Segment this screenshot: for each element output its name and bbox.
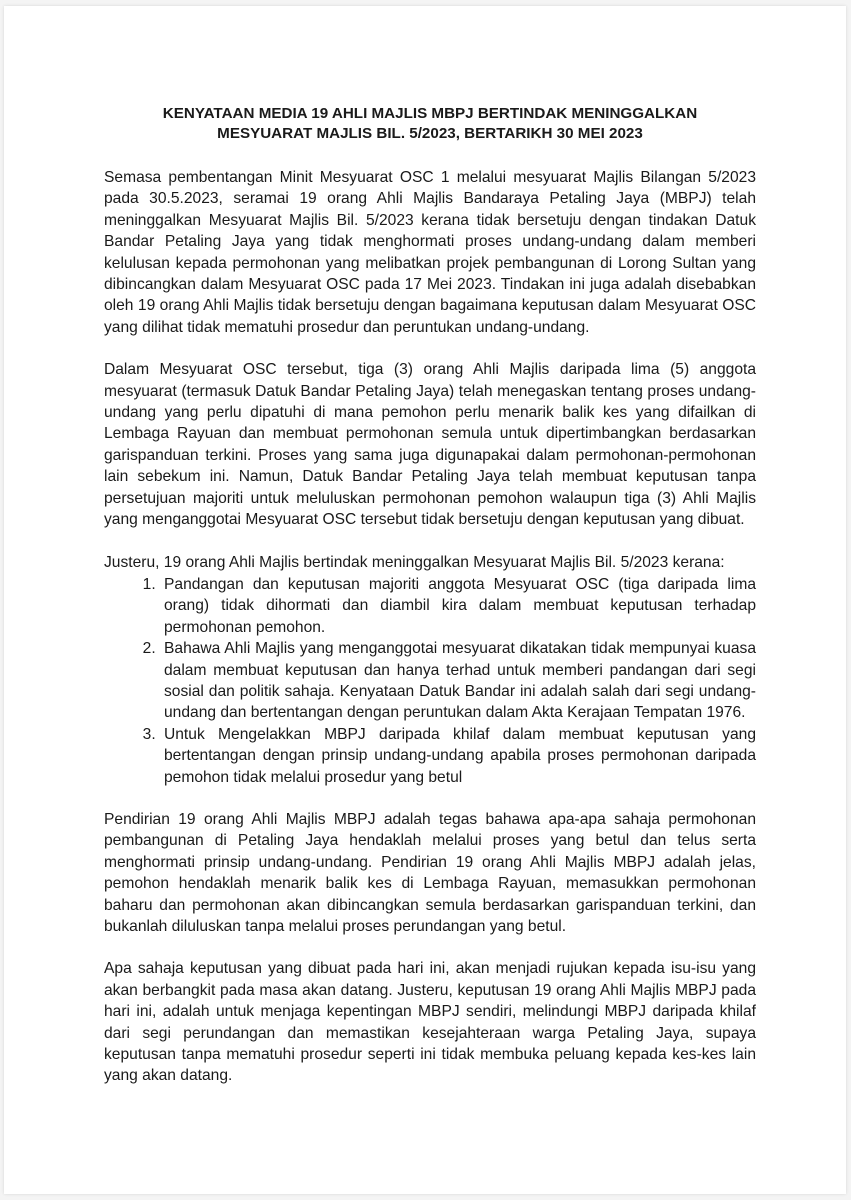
list-item: 2. Bahawa Ahli Majlis yang menganggotai mesyuarat dikatakan tidak mempunyai kuasa dalam membuat keputusan dan hanya terhad untuk memberi pandangan dari segi sosial dan politik sahaja. Kenyataan Datuk Bandar ini adalah salah dari segi undang-undang dan bertentangan dengan peruntukan dalam Akta Kerajaan Tempatan 1976. bbox=[160, 638, 756, 724]
document-title bbox=[104, 104, 756, 143]
paragraph-osc-meeting: Dalam Mesyuarat OSC tersebut, tiga (3) orang Ahli Majlis daripada lima (5) anggota mesyuarat (termasuk Datuk Bandar Petaling Jaya) telah menegaskan tentang proses undang-undang yang perlu dipatuhi di mana pemohon perlu menarik balik kes yang difailkan di Lembaga Rayuan dan membuat permohonan semula untuk dipertimbangkan berdasarkan garispanduan terkini. Proses yang sama juga digunapakai dalam permohonan-permohonan lain sebekum ini. Namun, Datuk Bandar Petaling Jaya telah membuat keputusan tanpa persetujuan majoriti untuk meluluskan permohonan pemohon walaupun tiga (3) Ahli Majlis yang menganggotai Mesyuarat OSC tersebut tidak bersetuju dengan keputusan yang dibuat. bbox=[104, 361, 756, 529]
document-page bbox=[4, 6, 846, 1194]
list-item: 3. Untuk Mengelakkan MBPJ daripada khilaf dalam membuat keputusan yang bertentangan dengan prinsip undang-undang apabila proses permohonan daripada pemohon tidak melalui prosedur yang betul bbox=[160, 724, 756, 788]
paragraph-stance: Pendirian 19 orang Ahli Majlis MBPJ adalah tegas bahawa apa-apa sahaja permohonan pembangunan di Petaling Jaya hendaklah melalui proses yang betul dan telus serta menghormati prinsip undang-undang. Pendirian 19 orang Ahli Majlis MBPJ adalah jelas, pemohon hendaklah menarik balik kes di Lembaga Rayuan, memasukkan permohonan baharu dan permohonan akan dibincangkan semula berdasarkan garispanduan terkini, dan bukanlah diluluskan tanpa melalui proses perundangan yang betul. bbox=[104, 810, 756, 935]
document-body bbox=[104, 104, 756, 1108]
title-line-2: MESYUARAT MAJLIS BIL. 5/2023, BERTARIKH 30 MEI 2023 bbox=[217, 124, 643, 142]
paragraph-background: Semasa pembentangan Minit Mesyuarat OSC 1 melalui mesyuarat Majlis Bilangan 5/2023 pada 30.5.2023, seramai 19 orang Ahli Majlis Bandaraya Petaling Jaya (MBPJ) telah meninggalkan Mesyuarat Majlis Bil. 5/2023 kerana tidak bersetuju dengan tindakan Datuk Bandar Petaling Jaya yang tidak menghormati proses undang-undang dalam memberi kelulusan kepada permohonan yang melibatkan projek pembangunan di Lorong Sultan yang dibincangkan dalam Mesyuarat OSC pada 17 Mei 2023. Tindakan ini juga adalah disebabkan oleh 19 orang Ahli Majlis tidak bersetuju dengan bagaimana keputusan dalam Mesyuarat OSC yang dilihat tidak mematuhi prosedur dan peruntukan undang-undang. bbox=[104, 169, 756, 336]
reasons-list bbox=[104, 574, 756, 788]
paragraph-conclusion: Apa sahaja keputusan yang dibuat pada hari ini, akan menjadi rujukan kepada isu-isu yang akan berbangkit pada masa akan datang. Justeru, keputusan 19 orang Ahli Majlis MBPJ pada hari ini, adalah untuk menjaga kepentingan MBPJ sendiri, melindungi MBPJ daripada khilaf dari segi perundangan dan memastikan kesejahteraan warga Petaling Jaya, supaya keputusan tanpa mematuhi prosedur seperti ini tidak membuka peluang kepada kes-kes lain yang akan datang. bbox=[104, 960, 756, 1085]
list-item: 1. Pandangan dan keputusan majoriti anggota Mesyuarat OSC (tiga daripada lima orang) tidak dihormati dan diambil kira dalam membuat keputusan terhadap permohonan pemohon. bbox=[160, 574, 756, 638]
paragraph-reasons-intro: Justeru, 19 orang Ahli Majlis bertindak meninggalkan Mesyuarat Majlis Bil. 5/2023 kerana: bbox=[104, 553, 725, 571]
title-line-1: KENYATAAN MEDIA 19 AHLI MAJLIS MBPJ BERTINDAK MENINGGALKAN bbox=[162, 105, 698, 122]
